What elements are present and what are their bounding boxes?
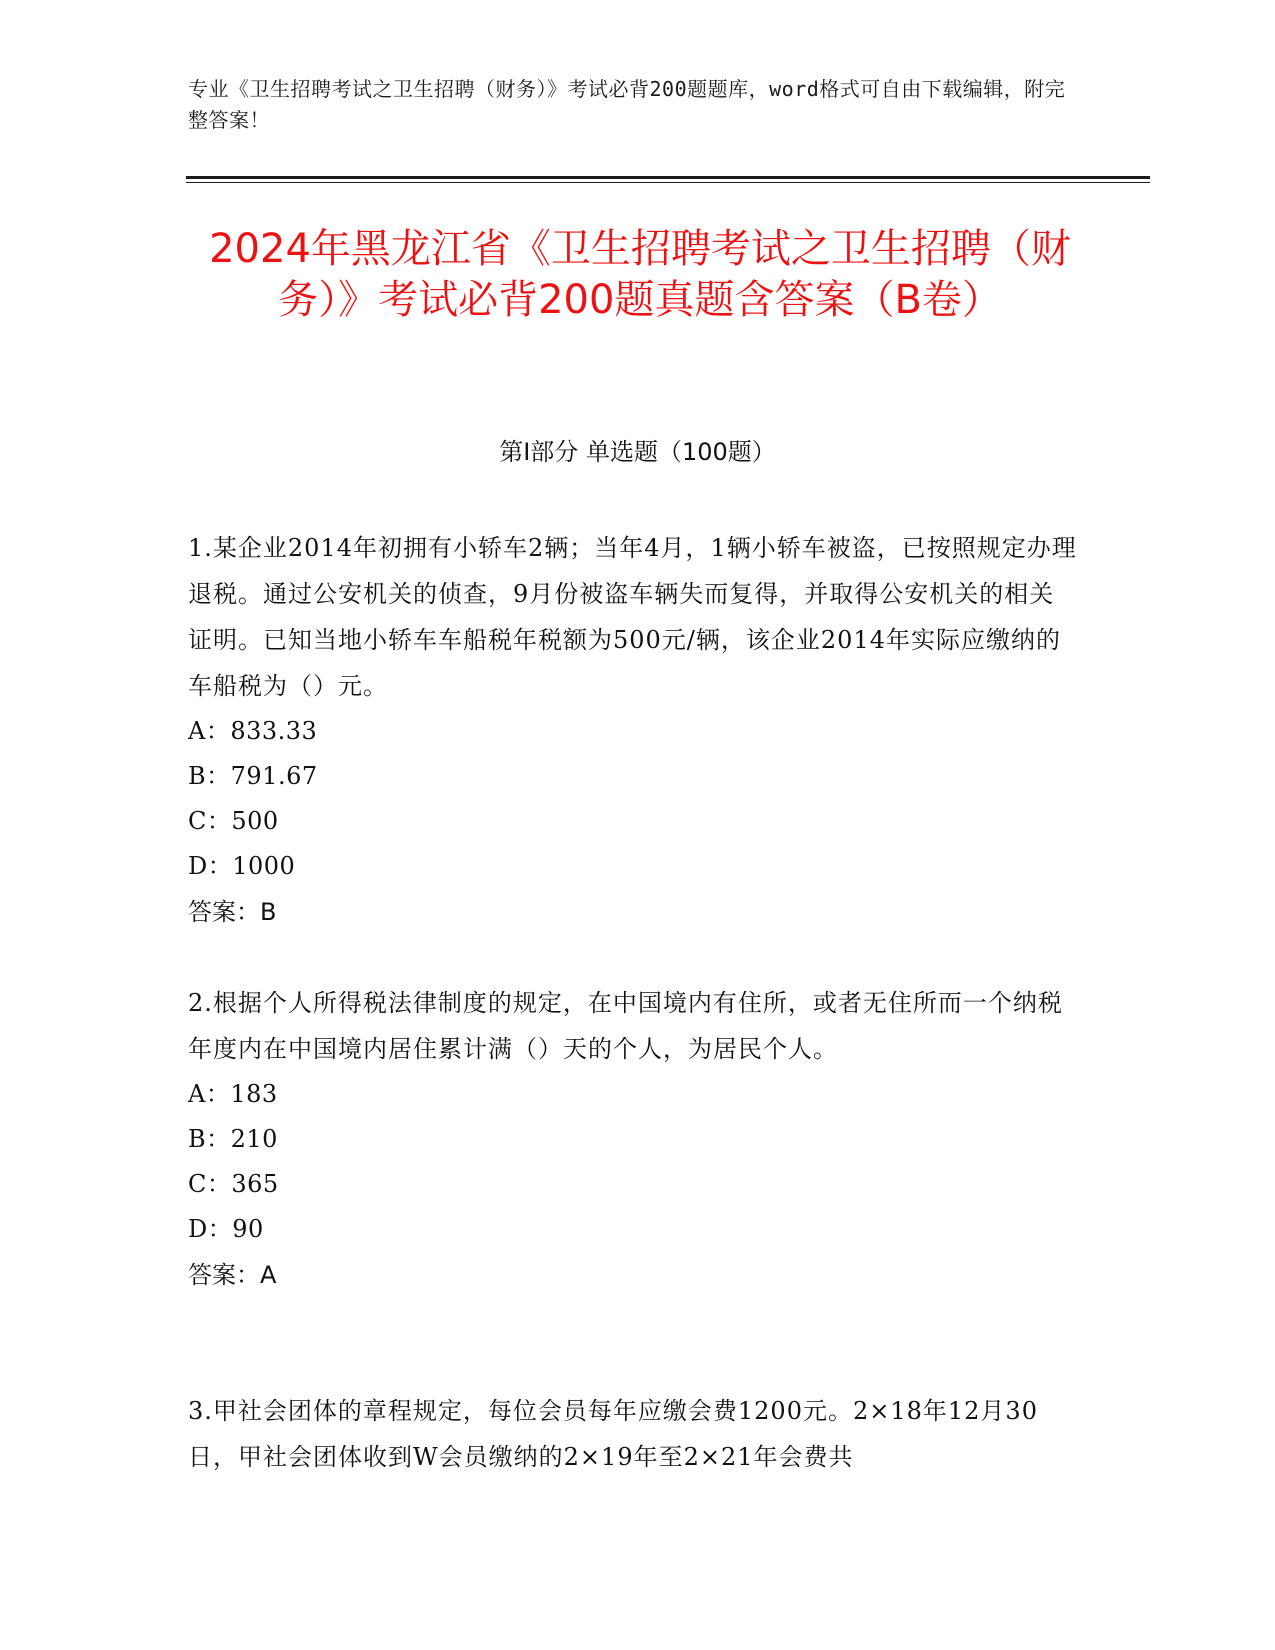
document-title: 2024年黑龙江省《卫生招聘考试之卫生招聘（财务）》考试必背200题真题含答案（B卷） bbox=[209, 226, 1071, 323]
option-a: A：183 bbox=[188, 1080, 278, 1108]
question-text: 3.甲社会团体的章程规定，每位会员每年应缴会费1200元。2×18年12月30日，甲社会团体收到W会员缴纳的2×19年至2×21年会费共 bbox=[188, 1397, 1038, 1471]
option-a: A：833.33 bbox=[188, 717, 318, 745]
answer: 答案：A bbox=[188, 1261, 277, 1289]
header-divider bbox=[186, 176, 1150, 179]
option-c: C：500 bbox=[188, 807, 279, 835]
question-3 bbox=[188, 1388, 1078, 1480]
question-text: 2.根据个人所得税法律制度的规定，在中国境内有住所，或者无住所而一个纳税年度内在中国境内居住累计满（）天的个人，为居民个人。 bbox=[188, 989, 1063, 1063]
option-d: D：90 bbox=[188, 1215, 264, 1243]
question-2 bbox=[188, 980, 1078, 1298]
section-title: 第Ⅰ部分 单选题（100题） bbox=[499, 438, 776, 466]
option-b: B：210 bbox=[188, 1125, 278, 1153]
question-text: 1.某企业2014年初拥有小轿车2辆；当年4月，1辆小轿车被盗，已按照规定办理退税。通过公安机关的侦查，9月份被盗车辆失而复得，并取得公安机关的相关证明。已知当地小轿车车船税年税额为500元/辆，该企业2014年实际应缴纳的车船税为（）元。 bbox=[188, 534, 1077, 700]
question-1 bbox=[188, 525, 1078, 935]
header-divider-thin bbox=[186, 182, 1150, 183]
option-b: B：791.67 bbox=[188, 762, 318, 790]
option-d: D：1000 bbox=[188, 852, 296, 880]
answer: 答案：B bbox=[188, 898, 277, 926]
option-c: C：365 bbox=[188, 1170, 279, 1198]
header-note: 专业《卫生招聘考试之卫生招聘（财务）》考试必背200题题库，word格式可自由下载编辑，附完整答案！ bbox=[188, 77, 1066, 132]
